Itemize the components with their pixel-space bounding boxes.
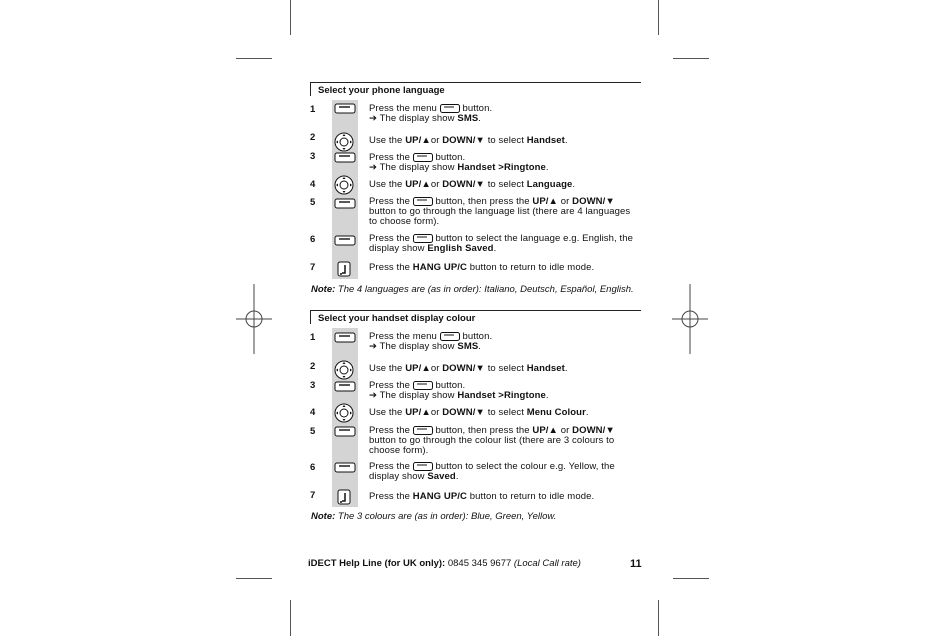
step-text: Use the UP/▲or DOWN/▼ to select Handset. bbox=[369, 135, 568, 146]
step-text: Use the UP/▲or DOWN/▼ to select Language. bbox=[369, 179, 576, 190]
step-number: 3 bbox=[310, 380, 316, 391]
crop-mark bbox=[290, 0, 291, 35]
step-number: 7 bbox=[310, 490, 316, 501]
step-number: 5 bbox=[310, 426, 316, 437]
crop-mark bbox=[236, 578, 272, 579]
step-text: Press the button to select the language e.g. English, the display show English Saved. bbox=[369, 233, 634, 255]
menu-key-icon bbox=[440, 332, 460, 341]
step-text: Press the HANG UP/C button to return to idle mode. bbox=[369, 491, 595, 502]
crop-mark bbox=[673, 578, 709, 579]
arrow-icon: ➔ bbox=[369, 113, 378, 125]
note-text: Note: The 3 colours are (as in order): Blue, Green, Yellow. bbox=[311, 511, 557, 522]
menu-key-icon bbox=[334, 198, 356, 209]
crop-mark bbox=[658, 0, 659, 35]
arrow-icon: ➔ bbox=[369, 390, 378, 402]
page-number: 11 bbox=[630, 558, 642, 570]
menu-key-icon bbox=[413, 462, 433, 471]
menu-key-icon bbox=[413, 153, 433, 162]
step-text: Press the HANG UP/C button to return to idle mode. bbox=[369, 262, 595, 273]
step-number: 4 bbox=[310, 179, 316, 190]
navigation-key-icon bbox=[334, 403, 354, 423]
step-number: 1 bbox=[310, 104, 316, 115]
step-number: 7 bbox=[310, 262, 316, 273]
step-number: 1 bbox=[310, 332, 316, 343]
help-line-rate: (Local Call rate) bbox=[513, 558, 581, 569]
menu-key-icon bbox=[413, 234, 433, 243]
menu-key-icon bbox=[440, 104, 460, 113]
arrow-icon: ➔ bbox=[369, 341, 378, 353]
step-number: 3 bbox=[310, 151, 316, 162]
crop-mark bbox=[673, 58, 709, 59]
section-title: Select your handset display colour bbox=[310, 310, 641, 324]
navigation-key-icon bbox=[334, 175, 354, 195]
crop-mark bbox=[658, 600, 659, 636]
step-number: 2 bbox=[310, 132, 316, 143]
note-text: Note: The 4 languages are (as in order): Italiano, Deutsch, Español, English. bbox=[311, 284, 634, 295]
step-text: Press the button, then press the UP/▲ or DOWN/▼ button to go through the colour list (there are 3 colours to choose form). bbox=[369, 425, 615, 457]
step-text: Use the UP/▲or DOWN/▼ to select Handset. bbox=[369, 363, 568, 374]
navigation-key-icon bbox=[334, 360, 354, 380]
menu-key-icon bbox=[334, 152, 356, 163]
arrow-icon: ➔ bbox=[369, 162, 378, 174]
step-text: Press the menu button. ➔ The display show SMS. bbox=[369, 103, 493, 125]
menu-key-icon bbox=[334, 103, 356, 114]
menu-key-icon bbox=[334, 235, 356, 246]
menu-key-icon bbox=[334, 426, 356, 437]
registration-mark bbox=[672, 284, 708, 354]
step-text: Press the button. ➔ The display show Handset >Ringtone. bbox=[369, 380, 549, 402]
help-line-footer bbox=[308, 558, 581, 569]
step-number: 5 bbox=[310, 197, 316, 208]
navigation-key-icon bbox=[334, 132, 354, 152]
step-number: 2 bbox=[310, 361, 316, 372]
menu-key-icon bbox=[413, 426, 433, 435]
crop-mark bbox=[290, 600, 291, 636]
step-text: Press the menu button. ➔ The display show SMS. bbox=[369, 331, 493, 353]
step-text: Press the button to select the colour e.g. Yellow, the display show Saved. bbox=[369, 461, 615, 483]
crop-mark bbox=[236, 58, 272, 59]
menu-key-icon bbox=[413, 197, 433, 206]
menu-key-icon bbox=[413, 381, 433, 390]
menu-key-icon bbox=[334, 332, 356, 343]
registration-mark bbox=[236, 284, 272, 354]
help-line-phone: 0845 345 9677 bbox=[445, 558, 514, 569]
step-text: Press the button. ➔ The display show Handset >Ringtone. bbox=[369, 152, 549, 174]
help-line-label: iDECT Help Line (for UK only): bbox=[308, 558, 446, 569]
section-title: Select your phone language bbox=[310, 82, 641, 96]
hang-up-key-icon bbox=[337, 261, 351, 277]
step-number: 4 bbox=[310, 407, 316, 418]
menu-key-icon bbox=[334, 381, 356, 392]
hang-up-key-icon bbox=[337, 489, 351, 505]
step-number: 6 bbox=[310, 234, 316, 245]
step-text: Press the button, then press the UP/▲ or DOWN/▼ button to go through the language list (there are 4 languages to choose form). bbox=[369, 196, 631, 228]
step-number: 6 bbox=[310, 462, 316, 473]
step-text: Use the UP/▲or DOWN/▼ to select Menu Colour. bbox=[369, 407, 589, 418]
menu-key-icon bbox=[334, 462, 356, 473]
